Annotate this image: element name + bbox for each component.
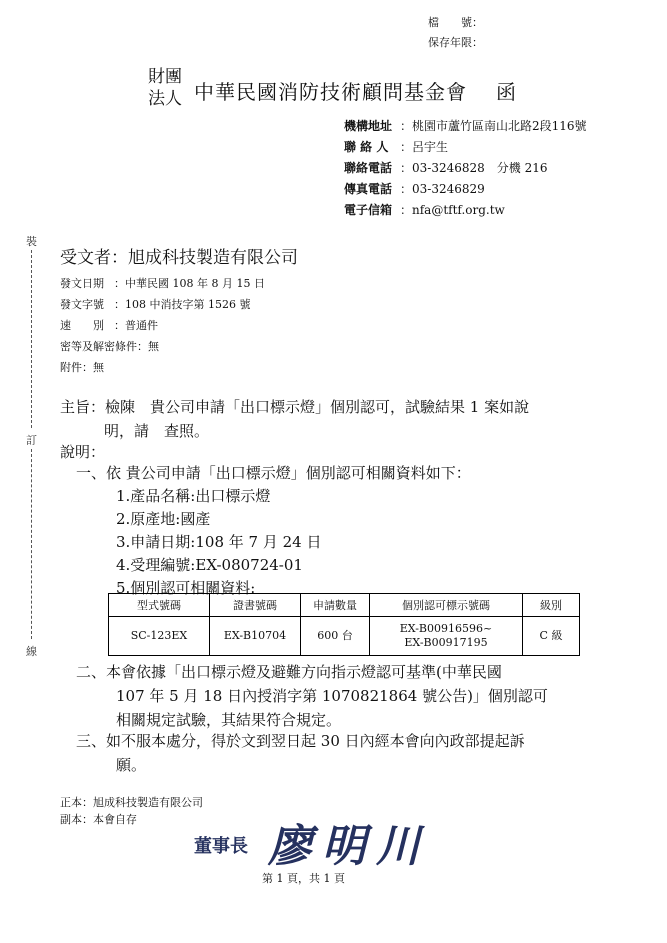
- col-cert: 證書號碼: [210, 594, 301, 617]
- cell-qty: 600 台: [301, 617, 370, 656]
- copies: [60, 794, 203, 828]
- binding-dashed-line-2: [31, 449, 32, 639]
- explanation-item1: 一、依 貴公司申請「出口標示燈」個別認可相關資料如下：: [76, 464, 471, 482]
- attach-label: 附件: [60, 361, 82, 374]
- subitem-related-data: 5.個別認可相關資料:: [116, 579, 256, 597]
- signature-name: 廖明川: [268, 821, 430, 872]
- binding-dashed-line-1: [31, 250, 32, 428]
- meta-attach-row: 附件：無: [60, 361, 104, 374]
- attach-value: 無: [93, 361, 104, 374]
- explanation-item3: [76, 729, 525, 777]
- table-header-row: [109, 594, 580, 617]
- address-label: 機構地址: [344, 119, 393, 133]
- meta-secrecy-row: 密等及解密條件：無: [60, 340, 159, 353]
- subitem-case-number: 4.受理編號:EX-080724-01: [116, 556, 303, 574]
- page-number: 第 1 頁，共 1 頁: [262, 872, 345, 885]
- speed-value: 普通件: [125, 319, 158, 332]
- subject-line2: 明，請 查照。: [104, 422, 210, 440]
- email-value: nfa@tftf.org.tw: [412, 203, 505, 217]
- subitem-origin: 2.原產地:國產: [116, 510, 211, 528]
- cell-cert: EX-B10704: [210, 617, 301, 656]
- binding-mark-middle: 訂: [26, 434, 37, 447]
- recipient: 受文者：旭成科技製造有限公司: [60, 248, 298, 268]
- meta-number-row: 發文字號 ：108 中消技字第 1526 號: [60, 294, 265, 315]
- cell-marks: [370, 617, 523, 656]
- contact-address-row: 機構地址 ：桃園市蘆竹區南山北路2段116號: [344, 116, 587, 137]
- phone-label: 聯絡電話: [344, 161, 393, 175]
- table-row: [109, 617, 580, 656]
- org-prefix-line2: 法人: [148, 89, 182, 109]
- binding-mark-top: 裝: [26, 235, 37, 248]
- item3-line2: 願。: [116, 756, 147, 774]
- address-value: 桃園市蘆竹區南山北路2段116號: [412, 119, 587, 133]
- col-marks: 個別認可標示號碼: [370, 594, 523, 617]
- doc-number-label: 檔 號：: [428, 16, 483, 29]
- retention-label: 保存年限：: [428, 36, 483, 49]
- number-label: 發文字號: [60, 298, 104, 311]
- contact-block: [344, 116, 587, 221]
- subitem-product: 1.產品名稱:出口標示燈: [116, 487, 271, 505]
- cell-grade: C 級: [523, 617, 580, 656]
- org-prefix: [148, 66, 182, 110]
- contact-label: 聯 絡 人: [344, 140, 389, 154]
- col-model: 型式號碼: [109, 594, 210, 617]
- contact-email-row: 電子信箱 ：nfa@tftf.org.tw: [344, 200, 587, 221]
- secrecy-label: 密等及解密條件: [60, 340, 137, 353]
- contact-fax-row: 傳真電話 ：03-3246829: [344, 179, 587, 200]
- item2-line1: 二、本會依據「出口標示燈及避難方向指示燈認可基準(中華民國: [76, 663, 502, 681]
- certification-table: [108, 593, 580, 656]
- subject-line1: 主旨：檢陳 貴公司申請「出口標示燈」個別認可，試驗結果 1 案如說: [60, 398, 530, 416]
- col-grade: 級別: [523, 594, 580, 617]
- email-label: 電子信箱: [344, 203, 393, 217]
- letter-type: 函: [496, 80, 516, 104]
- cell-marks-line1: EX-B00916596~: [399, 622, 493, 635]
- org-prefix-line1: 財團: [148, 67, 182, 87]
- contact-phone-row: 聯絡電話 ：03-3246828 分機 216: [344, 158, 587, 179]
- copy-original: 正本：旭成科技製造有限公司: [60, 796, 203, 809]
- fax-label: 傳真電話: [344, 182, 393, 196]
- signature-title: 董事長: [194, 836, 248, 857]
- explanation-item2: [76, 660, 548, 732]
- copy-duplicate: 副本：本會自存: [60, 813, 137, 826]
- col-qty: 申請數量: [301, 594, 370, 617]
- contact-person-row: 聯 絡 人 ：呂宇生: [344, 137, 587, 158]
- cell-marks-line2: EX-B00917195: [404, 636, 488, 649]
- secrecy-value: 無: [148, 340, 159, 353]
- subitem-apply-date: 3.申請日期:108 年 7 月 24 日: [116, 533, 322, 551]
- number-value: 108 中消技字第 1526 號: [125, 298, 251, 311]
- phone-value: 03-3246828 分機 216: [412, 161, 548, 175]
- date-value: 中華民國 108 年 8 月 15 日: [125, 277, 265, 290]
- fax-value: 03-3246829: [412, 182, 485, 196]
- document-meta: [60, 273, 265, 378]
- cell-model: SC-123EX: [109, 617, 210, 656]
- meta-speed-row: 速 別 ：普通件: [60, 315, 265, 336]
- org-name: 中華民國消防技術顧問基金會: [194, 80, 467, 104]
- speed-label: 速 別: [60, 319, 104, 332]
- item2-line2: 107 年 5 月 18 日內授消字第 1070821864 號公告)」個別認可: [116, 687, 548, 705]
- subject: [60, 395, 529, 443]
- date-label: 發文日期: [60, 277, 104, 290]
- explanation-subitems: [116, 485, 321, 600]
- item2-line3: 相關規定試驗，其結果符合規定。: [116, 711, 342, 729]
- meta-date-row: 發文日期 ：中華民國 108 年 8 月 15 日: [60, 273, 265, 294]
- contact-value: 呂宇生: [412, 140, 449, 154]
- item3-line1: 三、如不服本處分，得於文到翌日起 30 日內經本會向內政部提起訴: [76, 732, 525, 750]
- explanation-title: 說明：: [60, 443, 106, 461]
- binding-mark-bottom: 線: [26, 645, 37, 658]
- doc-header-fields: [428, 13, 483, 53]
